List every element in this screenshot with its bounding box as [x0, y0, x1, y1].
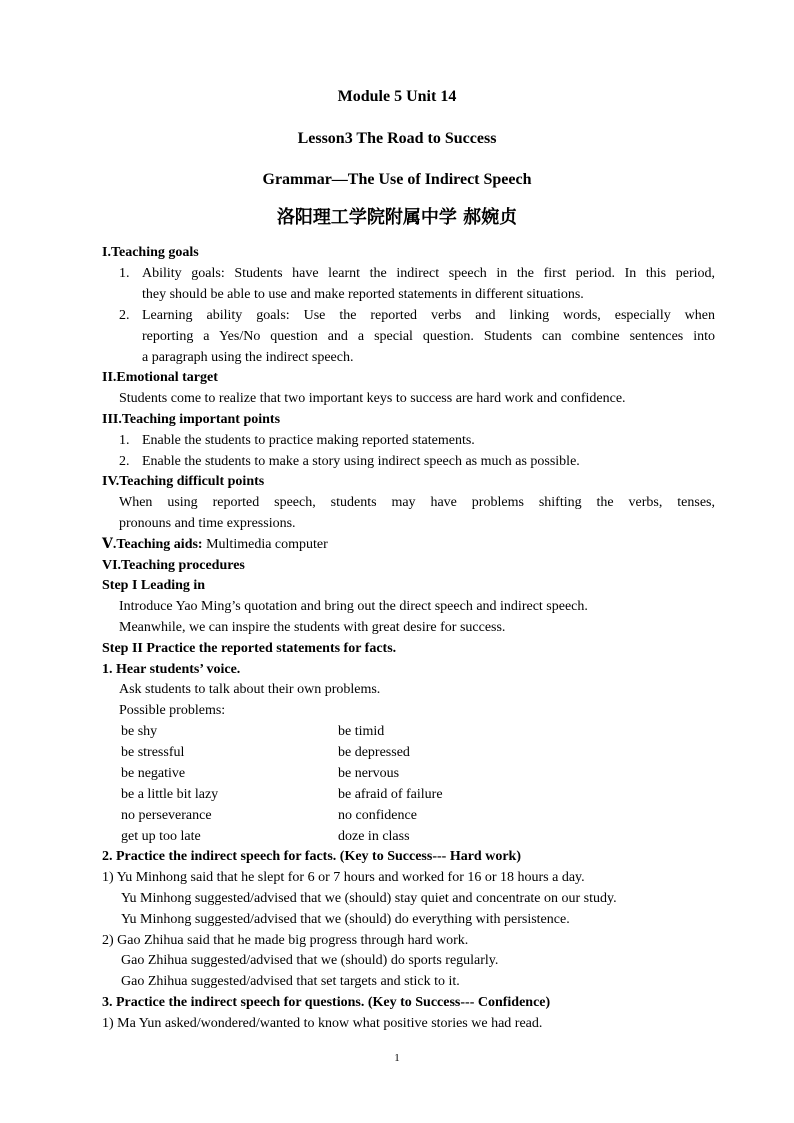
- teaching-aids-line: [102, 536, 328, 554]
- list-number: 2.: [119, 454, 130, 469]
- possible-problems-label: Possible problems:: [119, 703, 226, 718]
- teaching-goals-heading: I.Teaching goals: [102, 245, 199, 260]
- list-number: 1.: [119, 266, 130, 281]
- problem-item: be a little bit lazy: [121, 787, 219, 802]
- emotional-target-text: Students come to realize that two important keys to success are hard work and confidence.: [119, 391, 626, 406]
- example-line: 1) Yu Minhong said that he slept for 6 or 7 hours and worked for 16 or 18 hours a day.: [102, 870, 585, 885]
- step-1-line-2: Meanwhile, we can inspire the students with great desire for success.: [119, 620, 506, 635]
- problem-item: be nervous: [338, 766, 400, 781]
- ask-students-line: Ask students to talk about their own problems.: [119, 682, 381, 697]
- goal-2-line-2: reporting a Yes/No question and a special question. Students can combine sentences into: [142, 329, 715, 344]
- important-point-2: Enable the students to make a story using indirect speech as much as possible.: [142, 454, 580, 469]
- goal-2-line-1: Learning ability goals: Use the reported verbs and linking words, especially when: [142, 308, 715, 323]
- difficult-points-line-2: pronouns and time expressions.: [119, 516, 296, 531]
- teaching-aids-value: Multimedia computer: [206, 537, 328, 552]
- important-points-heading: III.Teaching important points: [102, 412, 281, 427]
- problem-item: no confidence: [338, 808, 417, 823]
- author-line: 洛阳理工学院附属中学 郝婉贞: [276, 207, 518, 228]
- problem-item: be depressed: [338, 745, 410, 760]
- lesson-title: Lesson3 The Road to Success: [297, 130, 497, 147]
- problem-item: get up too late: [121, 829, 201, 844]
- step-2-heading: Step II Practice the reported statements for facts.: [102, 641, 397, 656]
- problem-item: be negative: [121, 766, 186, 781]
- module-title: Module 5 Unit 14: [337, 88, 457, 105]
- list-number: 1.: [119, 433, 130, 448]
- subsection-1-heading: 1. Hear students’ voice.: [102, 662, 241, 677]
- problem-item: no perseverance: [121, 808, 212, 823]
- emotional-target-heading: II.Emotional target: [102, 370, 218, 385]
- example-line: 2) Gao Zhihua said that he made big progress through hard work.: [102, 933, 469, 948]
- teaching-procedures-heading: VI.Teaching procedures: [102, 558, 245, 573]
- step-1-heading: Step I Leading in: [102, 578, 206, 593]
- subsection-3-heading: 3. Practice the indirect speech for questions. (Key to Success--- Confidence): [102, 995, 551, 1010]
- subsection-2-heading: 2. Practice the indirect speech for facts. (Key to Success--- Hard work): [102, 849, 521, 864]
- teaching-aids-heading: Ⅴ.Teaching aids:: [102, 537, 203, 552]
- problem-item: be timid: [338, 724, 385, 739]
- example-line: 1) Ma Yun asked/wondered/wanted to know what positive stories we had read.: [102, 1016, 543, 1031]
- example-line: Yu Minhong suggested/advised that we (should) stay quiet and concentrate on our study.: [121, 891, 617, 906]
- problem-item: doze in class: [338, 829, 410, 844]
- list-number: 2.: [119, 308, 130, 323]
- step-1-line-1: Introduce Yao Ming’s quotation and bring out the direct speech and indirect speech.: [119, 599, 588, 614]
- problem-item: be stressful: [121, 745, 185, 760]
- goal-2-line-3: a paragraph using the indirect speech.: [142, 350, 354, 365]
- example-line: Yu Minhong suggested/advised that we (should) do everything with persistence.: [121, 912, 570, 927]
- goal-1-line-2: they should be able to use and make reported statements in different situations.: [142, 287, 584, 302]
- grammar-title: Grammar—The Use of Indirect Speech: [262, 171, 532, 188]
- example-line: Gao Zhihua suggested/advised that set targets and stick to it.: [121, 974, 460, 989]
- difficult-points-line-1: When using reported speech, students may have problems shifting the verbs, tenses,: [119, 495, 715, 510]
- important-point-1: Enable the students to practice making reported statements.: [142, 433, 475, 448]
- page-number: 1: [394, 1052, 400, 1064]
- goal-1-line-1: Ability goals: Students have learnt the indirect speech in the first period. In this period,: [142, 266, 715, 281]
- difficult-points-heading: IV.Teaching difficult points: [102, 474, 265, 489]
- problem-item: be shy: [121, 724, 158, 739]
- example-line: Gao Zhihua suggested/advised that we (should) do sports regularly.: [121, 953, 499, 968]
- problem-item: be afraid of failure: [338, 787, 443, 802]
